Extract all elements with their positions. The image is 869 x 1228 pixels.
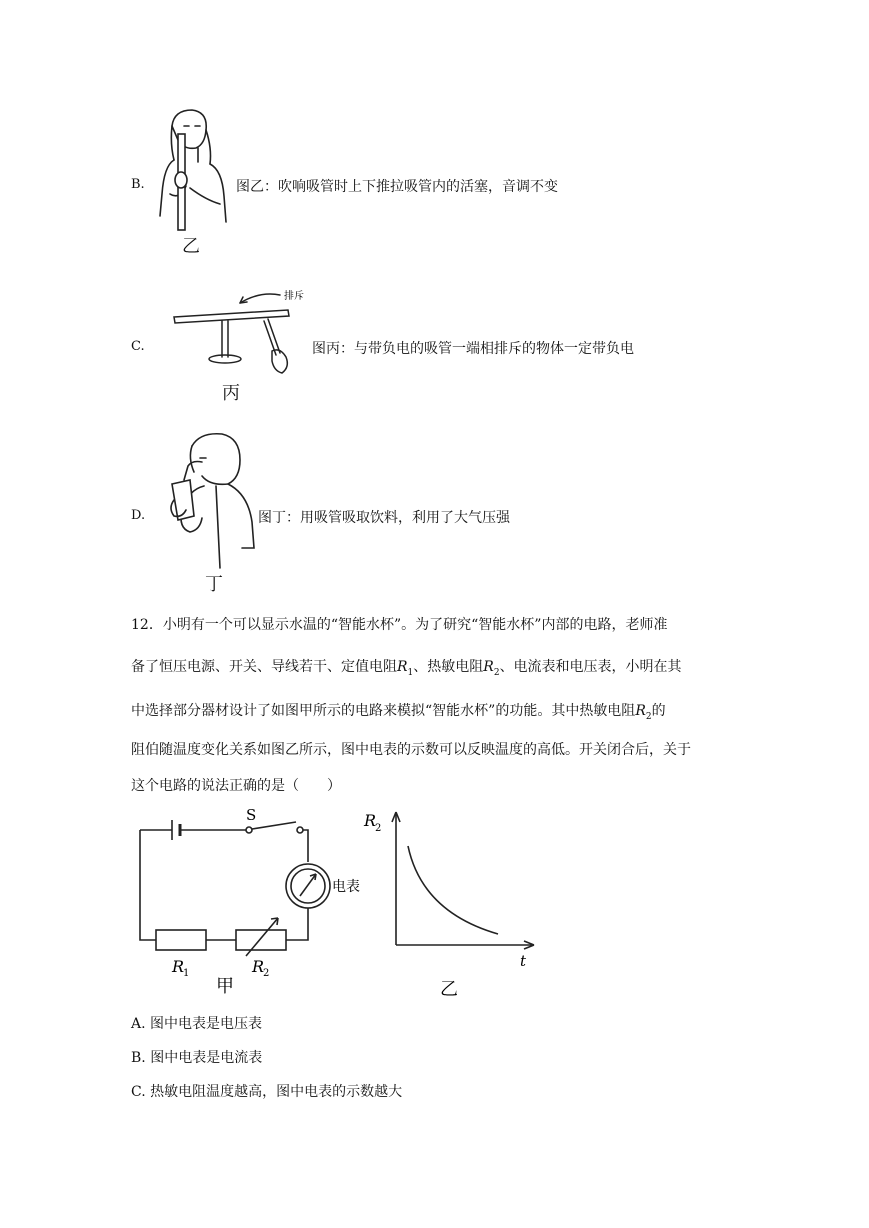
question-12-line4: 阻伯随温度变化关系如图乙所示，图中电表的示数可以反映温度的高低。开关闭合后，关于 xyxy=(131,742,691,758)
figure-bing-straw-repel xyxy=(168,285,313,380)
figure-ding-caption: 丁 xyxy=(205,574,223,595)
option-d-text: 图丁：用吸管吸取饮料，利用了大气压强 xyxy=(258,510,510,526)
answer-a xyxy=(131,1013,262,1033)
graph-x-label: t xyxy=(520,952,527,970)
answer-b xyxy=(131,1047,262,1067)
question-line3-a: 中选择部分器材设计了如图甲所示的电路来模拟“智能水杯”的功能。其中热敏电阻 xyxy=(131,703,636,719)
r1-sub: 1 xyxy=(183,968,190,979)
switch-right-terminal xyxy=(297,827,303,833)
r2-label: R xyxy=(252,957,265,976)
graph-caption: 乙 xyxy=(440,979,458,1000)
option-b-text: 图乙：吹响吸管时上下推拉吸管内的活塞，音调不变 xyxy=(236,179,558,195)
r2-sub: 2 xyxy=(263,968,270,979)
question-12-line3 xyxy=(131,700,666,722)
graph-y-sub: 2 xyxy=(375,823,382,834)
question-12-line1 xyxy=(131,614,667,634)
answer-c-letter: C. xyxy=(131,1084,146,1100)
r1-label: R xyxy=(172,957,185,976)
question-line2-a: 备了恒压电源、开关、导线若干、定值电阻 xyxy=(131,659,397,675)
question-number: 12． xyxy=(131,617,163,633)
graph-r2-vs-t xyxy=(360,800,545,1005)
answer-a-letter: A. xyxy=(131,1016,146,1032)
symbol-r2-sub: 2 xyxy=(493,667,500,678)
answer-b-text: 图中电表是电流表 xyxy=(150,1050,263,1066)
symbol-r2: R xyxy=(483,659,494,675)
meter-label: 电表 xyxy=(332,879,360,895)
switch-label: S xyxy=(246,806,257,824)
figure-bing-repel-label: 排斥 xyxy=(284,291,304,302)
circuit-caption: 甲 xyxy=(216,976,234,997)
question-line1-text: 小明有一个可以显示水温的“智能水杯”。为了研究“智能水杯”内部的电路，老师准 xyxy=(162,617,668,633)
answer-b-letter: B. xyxy=(131,1050,146,1066)
question-line2-b: 、热敏电阻 xyxy=(413,659,484,675)
figure-bing-caption: 丙 xyxy=(222,383,240,404)
answer-a-text: 图中电表是电压表 xyxy=(150,1016,263,1032)
graph-y-label: R xyxy=(364,811,377,830)
answer-c-text: 热敏电阻温度越高，图中电表的示数越大 xyxy=(150,1084,403,1100)
question-line2-c: 、电流表和电压表，小明在其 xyxy=(499,659,682,675)
symbol-r1: R xyxy=(397,659,408,675)
symbol-r2-b-sub: 2 xyxy=(645,711,652,722)
circuit-diagram-jia xyxy=(128,800,378,1000)
answer-c xyxy=(131,1081,402,1101)
switch-left-terminal xyxy=(246,827,252,833)
graph-curve xyxy=(408,846,498,934)
question-line3-b: 的 xyxy=(651,703,666,719)
option-b-letter: B. xyxy=(131,177,145,192)
symbol-r2-b: R xyxy=(635,703,646,719)
question-12-line5: 这个电路的说法正确的是（ ） xyxy=(131,778,341,794)
option-d-letter: D. xyxy=(131,508,146,523)
figure-yi-caption: 乙 xyxy=(182,236,200,257)
figure-ding-boy-drinking xyxy=(160,428,260,573)
resistor-r2 xyxy=(236,930,286,950)
switch-blade xyxy=(252,822,296,829)
resistor-r1 xyxy=(156,930,206,950)
option-c-text: 图丙：与带负电的吸管一端相排斥的物体一定带负电 xyxy=(312,341,634,357)
option-c-letter: C. xyxy=(131,339,145,354)
symbol-r1-sub: 1 xyxy=(407,667,414,678)
question-12-line2 xyxy=(131,656,682,678)
